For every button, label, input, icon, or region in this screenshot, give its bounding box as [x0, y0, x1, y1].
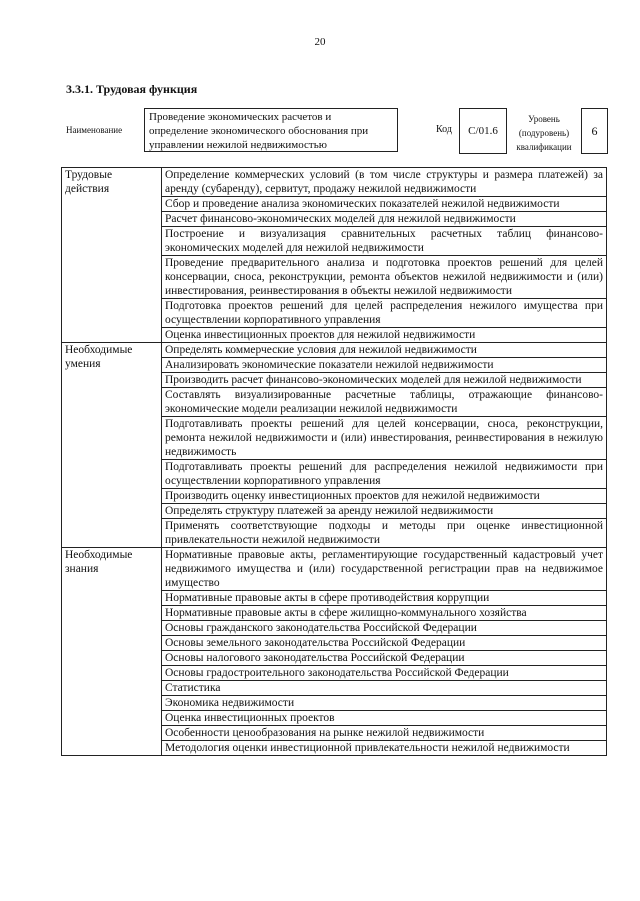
description-cell: Особенности ценообразования на рынке нежилой недвижимости — [162, 726, 607, 741]
description-cell: Определять коммерческие условия для нежилой недвижимости — [162, 343, 607, 358]
table-row — [62, 168, 607, 197]
description-cell: Анализировать экономические показатели нежилой недвижимости — [162, 358, 607, 373]
function-table — [61, 167, 607, 756]
description-cell: Нормативные правовые акты в сфере противодействия коррупции — [162, 591, 607, 606]
description-cell: Производить оценку инвестиционных проектов для нежилой недвижимости — [162, 489, 607, 504]
page-number: 20 — [314, 36, 326, 48]
description-cell: Определение коммерческих условий (в том числе структуры и размера платежей) за аренду (субаренду), сервитут, продажу нежилой недвижимости — [162, 168, 607, 197]
description-cell: Нормативные правовые акты, регламентирующие государственный кадастровый учет недвижимого имущества и (или) государственной регистрации прав на недвижимое имущество — [162, 548, 607, 591]
code-label: Код — [436, 124, 452, 135]
category-cell: Необходимые умения — [62, 343, 162, 548]
description-cell: Нормативные правовые акты в сфере жилищно-коммунального хозяйства — [162, 606, 607, 621]
description-cell: Применять соответствующие подходы и методы при оценке инвестиционной привлекательности нежилой недвижимости — [162, 519, 607, 548]
description-cell: Основы градостроительного законодательства Российской Федерации — [162, 666, 607, 681]
description-cell: Расчет финансово-экономических моделей для нежилой недвижимости — [162, 212, 607, 227]
description-cell: Подготавливать проекты решений для распределения нежилой недвижимости при осуществлении корпоративного управления — [162, 460, 607, 489]
description-cell: Производить расчет финансово-экономических моделей для нежилой недвижимости — [162, 373, 607, 388]
description-cell: Проведение предварительного анализа и подготовка проектов решений для целей консервации, сноса, реконструкции, ремонта объектов нежилой недвижимости и (или) инвестирования, реинвестирования в объекты нежилой недвижимости — [162, 256, 607, 299]
level-label: Уровень (подуровень) квалификации — [516, 114, 572, 152]
description-cell: Статистика — [162, 681, 607, 696]
description-cell: Основы гражданского законодательства Российской Федерации — [162, 621, 607, 636]
description-cell: Определять структуру платежей за аренду нежилой недвижимости — [162, 504, 607, 519]
description-cell: Подготовка проектов решений для целей распределения нежилого имущества при осуществлении корпоративного управления — [162, 299, 607, 328]
category-cell: Необходимые знания — [62, 548, 162, 756]
section-title: 3.3.1. Трудовая функция — [66, 82, 198, 96]
code-box: С/01.6 — [459, 108, 507, 154]
table-row — [62, 548, 607, 591]
description-cell: Подготавливать проекты решений для целей консервации, сноса, реконструкции, ремонта нежилой недвижимости и (или) инвестирования, реинвестирования в нежилую недвижимость — [162, 417, 607, 460]
description-cell: Построение и визуализация сравнительных расчетных таблиц финансово-экономических моделей для нежилой недвижимости — [162, 227, 607, 256]
level-box: 6 — [581, 108, 608, 154]
description-cell: Основы налогового законодательства Российской Федерации — [162, 651, 607, 666]
description-cell: Экономика недвижимости — [162, 696, 607, 711]
function-name-box: Проведение экономических расчетов и определение экономического обоснования при управлении нежилой недвижимостью — [144, 108, 398, 152]
description-cell: Оценка инвестиционных проектов — [162, 711, 607, 726]
function-header — [66, 108, 606, 154]
category-cell: Трудовые действия — [62, 168, 162, 343]
description-cell: Основы земельного законодательства Российской Федерации — [162, 636, 607, 651]
description-cell: Оценка инвестиционных проектов для нежилой недвижимости — [162, 328, 607, 343]
table-row — [62, 343, 607, 358]
description-cell: Составлять визуализированные расчетные таблицы, отражающие финансово-экономические модели реализации нежилой недвижимости — [162, 388, 607, 417]
description-cell: Сбор и проведение анализа экономических показателей нежилой недвижимости — [162, 197, 607, 212]
description-cell: Методология оценки инвестиционной привлекательности нежилой недвижимости — [162, 741, 607, 756]
name-label: Наименование — [66, 125, 123, 135]
